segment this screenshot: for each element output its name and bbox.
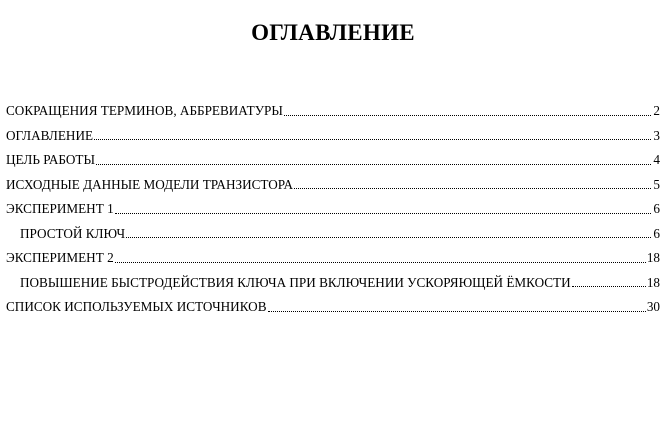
toc-entry[interactable] — [6, 173, 660, 198]
toc-dot-leader — [572, 286, 646, 287]
toc-entry-label: ЭКСПЕРИМЕНТ 2 — [6, 250, 114, 265]
toc-entry[interactable] — [6, 197, 660, 222]
toc-entry[interactable] — [6, 99, 660, 124]
table-of-contents — [6, 99, 660, 320]
toc-entry-label: ОГЛАВЛЕНИЕ — [6, 127, 94, 143]
toc-entry[interactable] — [6, 246, 660, 271]
toc-entry-page: 4 — [653, 152, 660, 167]
toc-entry-page: 2 — [653, 103, 660, 118]
toc-entry-page: 30 — [646, 299, 660, 314]
toc-entry-page: 18 — [646, 274, 660, 290]
toc-entry-label: ПОВЫШЕНИЕ БЫСТРОДЕЙСТВИЯ КЛЮЧА ПРИ ВКЛЮЧЕНИИ УСКОРЯЮЩЕЙ ЁМКОСТИ — [20, 274, 571, 290]
toc-entry[interactable] — [6, 148, 660, 173]
toc-dot-leader — [94, 139, 651, 140]
toc-dot-leader — [115, 213, 651, 214]
toc-entry[interactable] — [6, 295, 660, 320]
toc-dot-leader — [284, 115, 651, 116]
toc-entry[interactable] — [6, 124, 660, 149]
toc-subentry[interactable] — [6, 271, 660, 296]
toc-entry-label: ПРОСТОЙ КЛЮЧ — [20, 225, 126, 241]
toc-entry-label: ИСХОДНЫЕ ДАННЫЕ МОДЕЛИ ТРАНЗИСТОРА — [6, 176, 293, 192]
toc-dot-leader — [115, 262, 646, 263]
page-title: ОГЛАВЛЕНИЕ — [251, 20, 415, 45]
toc-dot-leader — [126, 237, 651, 238]
toc-entry-label: СПИСОК ИСПОЛЬЗУЕМЫХ ИСТОЧНИКОВ — [6, 299, 267, 314]
toc-entry-page: 6 — [653, 225, 660, 241]
toc-dot-leader — [268, 311, 646, 312]
toc-entry-label: СОКРАЩЕНИЯ ТЕРМИНОВ, АББРЕВИАТУРЫ — [6, 103, 283, 118]
toc-entry-label: ЭКСПЕРИМЕНТ 1 — [6, 201, 114, 216]
toc-entry-page: 5 — [653, 176, 660, 192]
toc-dot-leader — [294, 188, 651, 189]
toc-dot-leader — [96, 164, 651, 165]
toc-entry-page: 6 — [653, 201, 660, 216]
toc-entry-page: 3 — [653, 127, 660, 143]
toc-entry-label: ЦЕЛЬ РАБОТЫ — [6, 152, 95, 167]
toc-entry-page: 18 — [646, 250, 660, 265]
toc-subentry[interactable] — [6, 222, 660, 247]
